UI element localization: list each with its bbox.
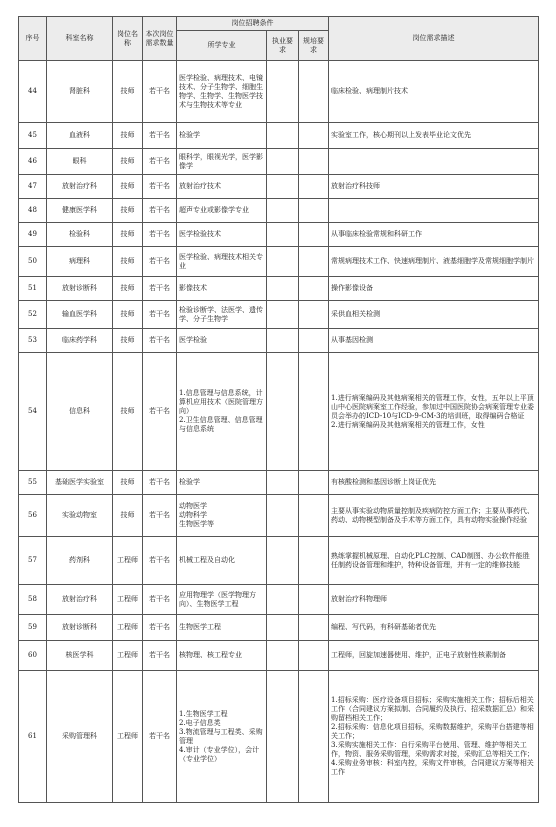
cell-dept: 肾脏科 bbox=[47, 61, 113, 123]
cell-desc: 从事基因检测 bbox=[329, 329, 539, 353]
header-license: 执业要求 bbox=[267, 31, 299, 61]
cell-training bbox=[299, 537, 329, 585]
cell-desc: 实验室工作，核心期刊以上发表毕业论文优先 bbox=[329, 123, 539, 149]
cell-license bbox=[267, 671, 299, 803]
cell-major: 应用物理学（医学物理方向）、生物医学工程 bbox=[177, 585, 267, 615]
cell-count: 若干名 bbox=[143, 247, 177, 277]
cell-desc bbox=[329, 199, 539, 223]
cell-desc: 从事临床检验常规和科研工作 bbox=[329, 223, 539, 247]
cell-license bbox=[267, 123, 299, 149]
cell-desc bbox=[329, 149, 539, 175]
cell-major: 医学检验、病理技术相关专业 bbox=[177, 247, 267, 277]
cell-count: 若干名 bbox=[143, 123, 177, 149]
cell-license bbox=[267, 247, 299, 277]
cell-training bbox=[299, 61, 329, 123]
cell-training bbox=[299, 149, 329, 175]
cell-desc: 主要从事实验动物质量控制及疾病防控方面工作；主要从事药代、药动、动物模型制备及手术等方面工作，具有动物实验操作经验 bbox=[329, 495, 539, 537]
cell-seq: 53 bbox=[19, 329, 47, 353]
cell-count: 若干名 bbox=[143, 329, 177, 353]
cell-license bbox=[267, 149, 299, 175]
header-conditions: 岗位招聘条件 bbox=[177, 17, 329, 31]
cell-seq: 45 bbox=[19, 123, 47, 149]
cell-post: 工程师 bbox=[113, 537, 143, 585]
header-training: 规培要求 bbox=[299, 31, 329, 61]
cell-major: 检验诊断学、法医学、遗传学、分子生物学 bbox=[177, 301, 267, 329]
cell-dept: 放射诊断科 bbox=[47, 615, 113, 641]
table-row bbox=[19, 329, 539, 353]
cell-license bbox=[267, 61, 299, 123]
cell-major: 检验学 bbox=[177, 471, 267, 495]
cell-count: 若干名 bbox=[143, 353, 177, 471]
table-row bbox=[19, 671, 539, 803]
table-row bbox=[19, 149, 539, 175]
cell-license bbox=[267, 329, 299, 353]
header-post: 岗位名称 bbox=[113, 17, 143, 61]
cell-major: 影像技术 bbox=[177, 277, 267, 301]
cell-license bbox=[267, 495, 299, 537]
table-row bbox=[19, 353, 539, 471]
header-count: 本次岗位需求数量 bbox=[143, 17, 177, 61]
cell-seq: 61 bbox=[19, 671, 47, 803]
header-desc: 岗位需求描述 bbox=[329, 17, 539, 61]
cell-post: 技师 bbox=[113, 149, 143, 175]
cell-desc: 1.进行病案编码及其他病案相关的管理工作，女性，五年以上平顶山中心医院病案室工作经验，参加过中国医院协会病案管理专业委员会举办的ICD-10与ICD-9-CM-3的培训班，取得编码合格证 2.进行病案编码及其他病案相关的管理工作，女性 bbox=[329, 353, 539, 471]
cell-dept: 检验科 bbox=[47, 223, 113, 247]
header-seq: 序号 bbox=[19, 17, 47, 61]
cell-dept: 眼科 bbox=[47, 149, 113, 175]
cell-post: 工程师 bbox=[113, 615, 143, 641]
cell-training bbox=[299, 223, 329, 247]
table-row bbox=[19, 61, 539, 123]
cell-post: 工程师 bbox=[113, 585, 143, 615]
cell-major: 生物医学工程 bbox=[177, 615, 267, 641]
cell-seq: 46 bbox=[19, 149, 47, 175]
cell-desc: 编程、写代码，有科研基础者优先 bbox=[329, 615, 539, 641]
cell-training bbox=[299, 247, 329, 277]
cell-training bbox=[299, 641, 329, 671]
cell-post: 技师 bbox=[113, 247, 143, 277]
header-major: 所学专业 bbox=[177, 31, 267, 61]
cell-count: 若干名 bbox=[143, 149, 177, 175]
cell-seq: 57 bbox=[19, 537, 47, 585]
cell-count: 若干名 bbox=[143, 223, 177, 247]
cell-desc: 熟练掌握机械原理、自动化PLC控制、CAD制图、办公软件能胜任制药设备管理和维护，特种设备管理，并有一定的维修技能 bbox=[329, 537, 539, 585]
cell-desc: 采供血相关检测 bbox=[329, 301, 539, 329]
cell-license bbox=[267, 301, 299, 329]
cell-major: 医学检验 bbox=[177, 329, 267, 353]
table-row bbox=[19, 223, 539, 247]
cell-count: 若干名 bbox=[143, 585, 177, 615]
cell-post: 技师 bbox=[113, 123, 143, 149]
cell-license bbox=[267, 223, 299, 247]
cell-dept: 放射诊断科 bbox=[47, 277, 113, 301]
cell-license bbox=[267, 615, 299, 641]
cell-seq: 52 bbox=[19, 301, 47, 329]
cell-count: 若干名 bbox=[143, 471, 177, 495]
table-row bbox=[19, 199, 539, 223]
cell-license bbox=[267, 353, 299, 471]
cell-training bbox=[299, 495, 329, 537]
table-row bbox=[19, 175, 539, 199]
cell-major: 1.生物医学工程 2.电子信息类 3.物流管理与工程类、采购管理 4.审计（专业学位），会计（专业学位） bbox=[177, 671, 267, 803]
table-row bbox=[19, 615, 539, 641]
cell-post: 技师 bbox=[113, 329, 143, 353]
cell-seq: 60 bbox=[19, 641, 47, 671]
cell-desc: 临床检验、病理制片技术 bbox=[329, 61, 539, 123]
cell-desc: 放射治疗科技师 bbox=[329, 175, 539, 199]
cell-dept: 血液科 bbox=[47, 123, 113, 149]
cell-post: 技师 bbox=[113, 301, 143, 329]
cell-count: 若干名 bbox=[143, 277, 177, 301]
cell-major: 机械工程及自动化 bbox=[177, 537, 267, 585]
cell-desc: 常规病理技术工作、快速病理制片、液基细胞学及常规细胞学制片 bbox=[329, 247, 539, 277]
cell-count: 若干名 bbox=[143, 301, 177, 329]
cell-count: 若干名 bbox=[143, 175, 177, 199]
table-row bbox=[19, 123, 539, 149]
table-row bbox=[19, 537, 539, 585]
cell-post: 工程师 bbox=[113, 641, 143, 671]
cell-license bbox=[267, 585, 299, 615]
cell-count: 若干名 bbox=[143, 495, 177, 537]
cell-training bbox=[299, 175, 329, 199]
cell-dept: 实验动物室 bbox=[47, 495, 113, 537]
cell-seq: 58 bbox=[19, 585, 47, 615]
cell-post: 技师 bbox=[113, 277, 143, 301]
cell-major: 检验学 bbox=[177, 123, 267, 149]
cell-post: 技师 bbox=[113, 61, 143, 123]
cell-desc: 1.招标采购：医疗设备项目招标；采购实施相关工作；招标后相关工作（合同建议方案拟制、合同履约及执行、招采数据汇总）和采购留档相关工作； 2.招标采购：信息化项目招标，采购数据维护，采购平台搭建等相关工作； 3.采购实施相关工作：自行采购平台使用、管理、维护等相关工作，物资、服务采购管理，采购需求对接，采购汇总等相关工作； 4.采购业务审核：科室内控，采购文件审核，合同建议方案等相关工作 bbox=[329, 671, 539, 803]
cell-license bbox=[267, 175, 299, 199]
cell-count: 若干名 bbox=[143, 537, 177, 585]
cell-training bbox=[299, 329, 329, 353]
cell-count: 若干名 bbox=[143, 641, 177, 671]
cell-training bbox=[299, 471, 329, 495]
cell-training bbox=[299, 123, 329, 149]
cell-dept: 药剂科 bbox=[47, 537, 113, 585]
cell-post: 技师 bbox=[113, 175, 143, 199]
cell-training bbox=[299, 585, 329, 615]
cell-major: 放射治疗技术 bbox=[177, 175, 267, 199]
cell-seq: 55 bbox=[19, 471, 47, 495]
cell-training bbox=[299, 353, 329, 471]
cell-training bbox=[299, 199, 329, 223]
cell-desc: 工程师，回旋加速器使用、维护，正电子放射性核素制备 bbox=[329, 641, 539, 671]
cell-seq: 48 bbox=[19, 199, 47, 223]
cell-seq: 47 bbox=[19, 175, 47, 199]
cell-count: 若干名 bbox=[143, 199, 177, 223]
cell-dept: 病理科 bbox=[47, 247, 113, 277]
cell-dept: 信息科 bbox=[47, 353, 113, 471]
cell-dept: 基础医学实验室 bbox=[47, 471, 113, 495]
cell-dept: 放射治疗科 bbox=[47, 175, 113, 199]
cell-major: 医学检验技术 bbox=[177, 223, 267, 247]
table-row bbox=[19, 641, 539, 671]
cell-desc: 有核酸检测和基因诊断上岗证优先 bbox=[329, 471, 539, 495]
cell-seq: 59 bbox=[19, 615, 47, 641]
cell-dept: 采购管理科 bbox=[47, 671, 113, 803]
cell-major: 超声专业或影像学专业 bbox=[177, 199, 267, 223]
table-row bbox=[19, 277, 539, 301]
cell-license bbox=[267, 277, 299, 301]
header-dept: 科室名称 bbox=[47, 17, 113, 61]
cell-seq: 54 bbox=[19, 353, 47, 471]
cell-dept: 健康医学科 bbox=[47, 199, 113, 223]
cell-license bbox=[267, 537, 299, 585]
table-row bbox=[19, 471, 539, 495]
recruitment-table bbox=[18, 16, 539, 803]
cell-training bbox=[299, 615, 329, 641]
cell-license bbox=[267, 199, 299, 223]
cell-post: 技师 bbox=[113, 223, 143, 247]
cell-seq: 50 bbox=[19, 247, 47, 277]
cell-dept: 临床药学科 bbox=[47, 329, 113, 353]
cell-training bbox=[299, 671, 329, 803]
cell-dept: 放射治疗科 bbox=[47, 585, 113, 615]
cell-training bbox=[299, 277, 329, 301]
cell-license bbox=[267, 471, 299, 495]
cell-license bbox=[267, 641, 299, 671]
cell-seq: 51 bbox=[19, 277, 47, 301]
cell-count: 若干名 bbox=[143, 615, 177, 641]
cell-seq: 44 bbox=[19, 61, 47, 123]
cell-major: 核物理、核工程专业 bbox=[177, 641, 267, 671]
cell-major: 医学检验、病理技术、电镜技术、分子生物学、细胞生物学、生物学、生物医学技术与生物技术等专业 bbox=[177, 61, 267, 123]
cell-count: 若干名 bbox=[143, 61, 177, 123]
cell-major: 眼科学，眼视光学，医学影像学 bbox=[177, 149, 267, 175]
cell-training bbox=[299, 301, 329, 329]
cell-major: 动物医学 动物科学 生物医学等 bbox=[177, 495, 267, 537]
cell-desc: 操作影像设备 bbox=[329, 277, 539, 301]
table-body bbox=[19, 61, 539, 803]
cell-post: 技师 bbox=[113, 199, 143, 223]
cell-count: 若干名 bbox=[143, 671, 177, 803]
table-row bbox=[19, 495, 539, 537]
cell-dept: 输血医学科 bbox=[47, 301, 113, 329]
table-row bbox=[19, 247, 539, 277]
table-row bbox=[19, 585, 539, 615]
cell-post: 工程师 bbox=[113, 671, 143, 803]
cell-major: 1.信息管理与信息系统，计算机应用技术（医院管理方向） 2.卫生信息管理、信息管理与信息系统 bbox=[177, 353, 267, 471]
cell-seq: 56 bbox=[19, 495, 47, 537]
cell-seq: 49 bbox=[19, 223, 47, 247]
cell-dept: 核医学科 bbox=[47, 641, 113, 671]
cell-post: 技师 bbox=[113, 353, 143, 471]
cell-post: 技师 bbox=[113, 495, 143, 537]
cell-desc: 放射治疗科物理师 bbox=[329, 585, 539, 615]
cell-post: 技师 bbox=[113, 471, 143, 495]
table-row bbox=[19, 301, 539, 329]
